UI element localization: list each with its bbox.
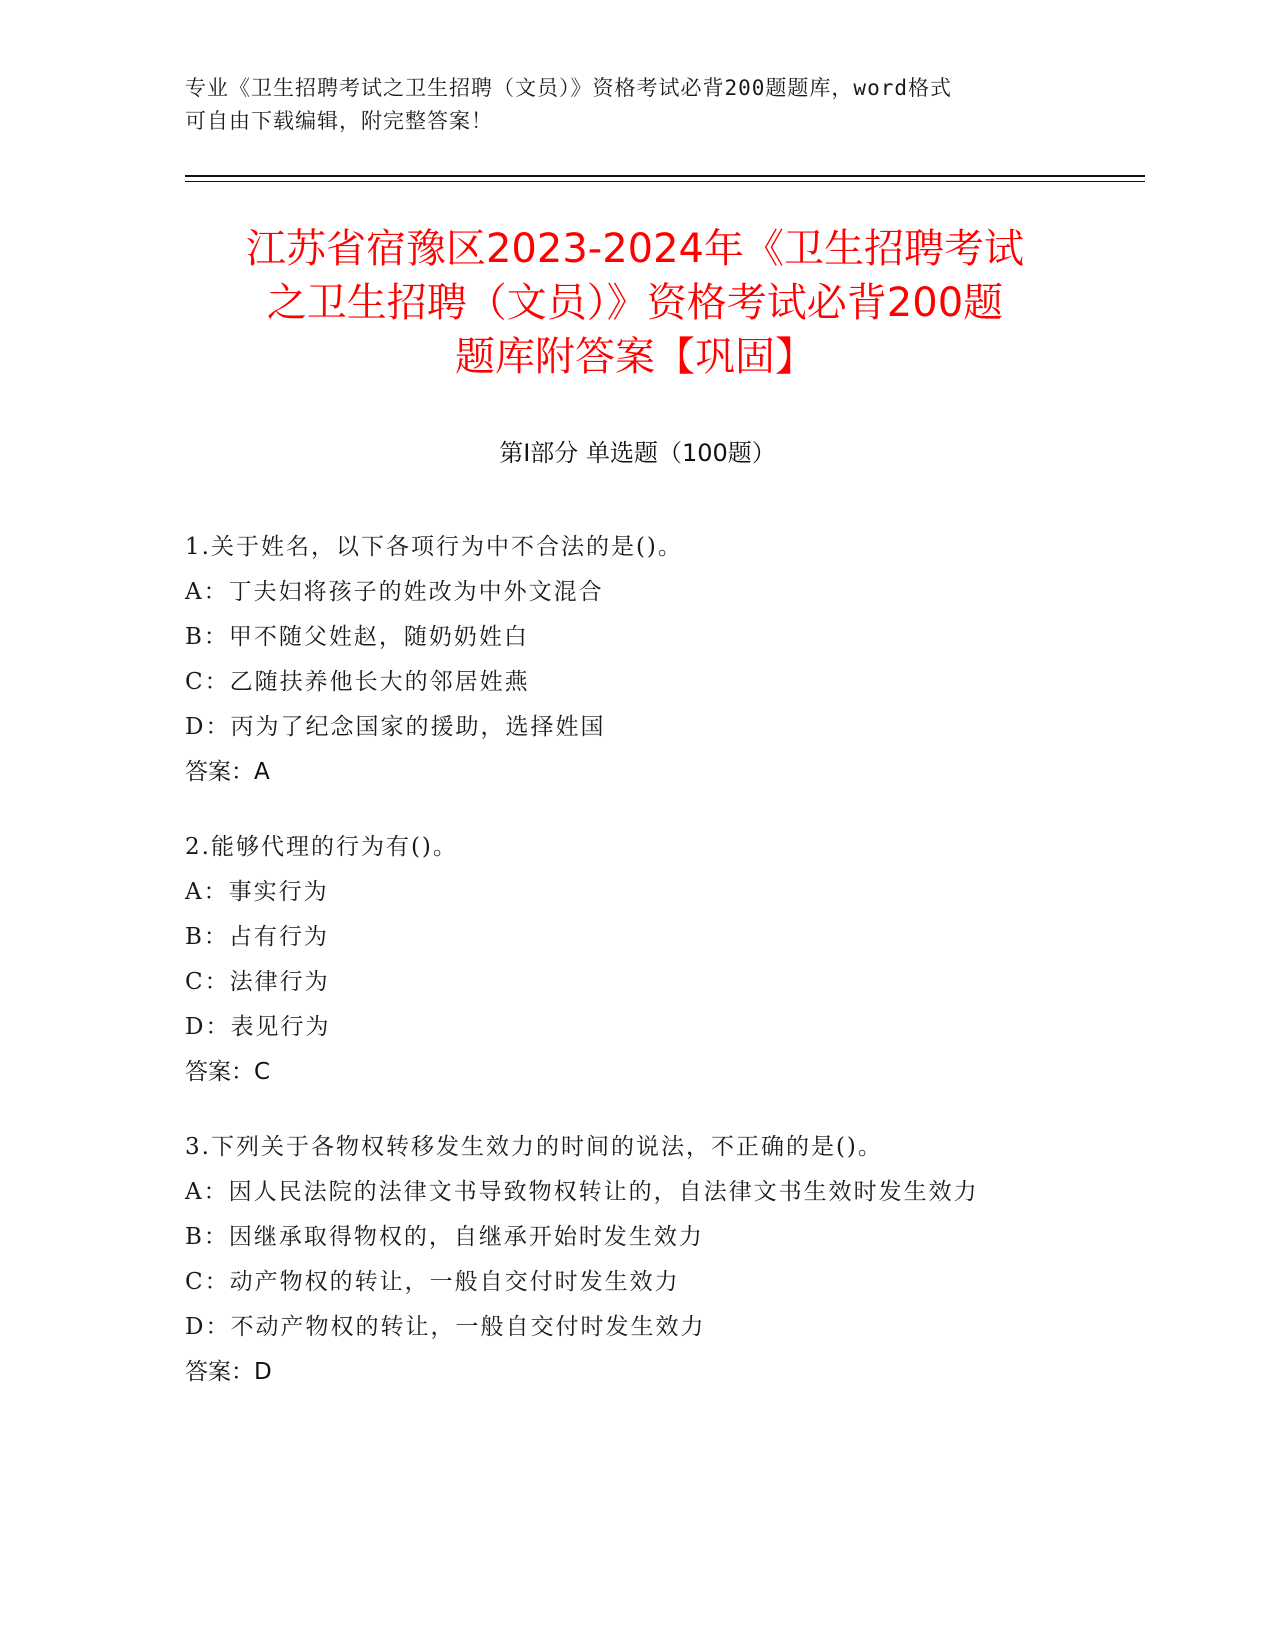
option-c: C：动产物权的转让，一般自交付时发生效力 <box>185 1269 680 1295</box>
answer: 答案：A <box>185 759 270 785</box>
title-line-3: 题库附答案【巩固】 <box>455 334 815 380</box>
header-divider-thick <box>185 175 1145 177</box>
question-2 <box>185 825 1075 1095</box>
option-d: D：不动产物权的转让，一般自交付时发生效力 <box>185 1314 706 1340</box>
option-c: C：乙随扶养他长大的邻居姓燕 <box>185 669 530 695</box>
option-b: B：甲不随父姓赵，随奶奶姓白 <box>185 624 529 650</box>
question-list <box>185 525 1075 1425</box>
option-d: D：丙为了纪念国家的援助，选择姓国 <box>185 714 606 740</box>
option-c: C：法律行为 <box>185 969 330 995</box>
option-b: B：因继承取得物权的，自继承开始时发生效力 <box>185 1224 704 1250</box>
question-stem: 2.能够代理的行为有()。 <box>185 834 458 860</box>
option-a: A：事实行为 <box>185 879 329 905</box>
document-title <box>195 222 1075 384</box>
option-a: A：丁夫妇将孩子的姓改为中外文混合 <box>185 579 604 605</box>
header-note-line-1: 专业《卫生招聘考试之卫生招聘（文员）》资格考试必背200题题库，word格式 <box>185 76 952 100</box>
header-note <box>185 72 1065 138</box>
option-b: B：占有行为 <box>185 924 329 950</box>
title-line-1: 江苏省宿豫区2023-2024年《卫生招聘考试 <box>245 226 1025 272</box>
question-stem: 3.下列关于各物权转移发生效力的时间的说法，不正确的是()。 <box>185 1134 883 1160</box>
answer: 答案：D <box>185 1359 272 1385</box>
option-d: D：表见行为 <box>185 1014 331 1040</box>
question-3 <box>185 1125 1075 1395</box>
answer: 答案：C <box>185 1059 271 1085</box>
question-1 <box>185 525 1075 795</box>
header-divider-thin <box>185 181 1145 182</box>
header-note-line-2: 可自由下载编辑，附完整答案！ <box>185 109 493 133</box>
section-heading: 第Ⅰ部分 单选题（100题） <box>499 439 776 467</box>
question-stem: 1.关于姓名，以下各项行为中不合法的是()。 <box>185 534 683 560</box>
option-a: A：因人民法院的法律文书导致物权转让的，自法律文书生效时发生效力 <box>185 1179 979 1205</box>
title-line-2: 之卫生招聘（文员）》资格考试必背200题 <box>266 280 1004 326</box>
